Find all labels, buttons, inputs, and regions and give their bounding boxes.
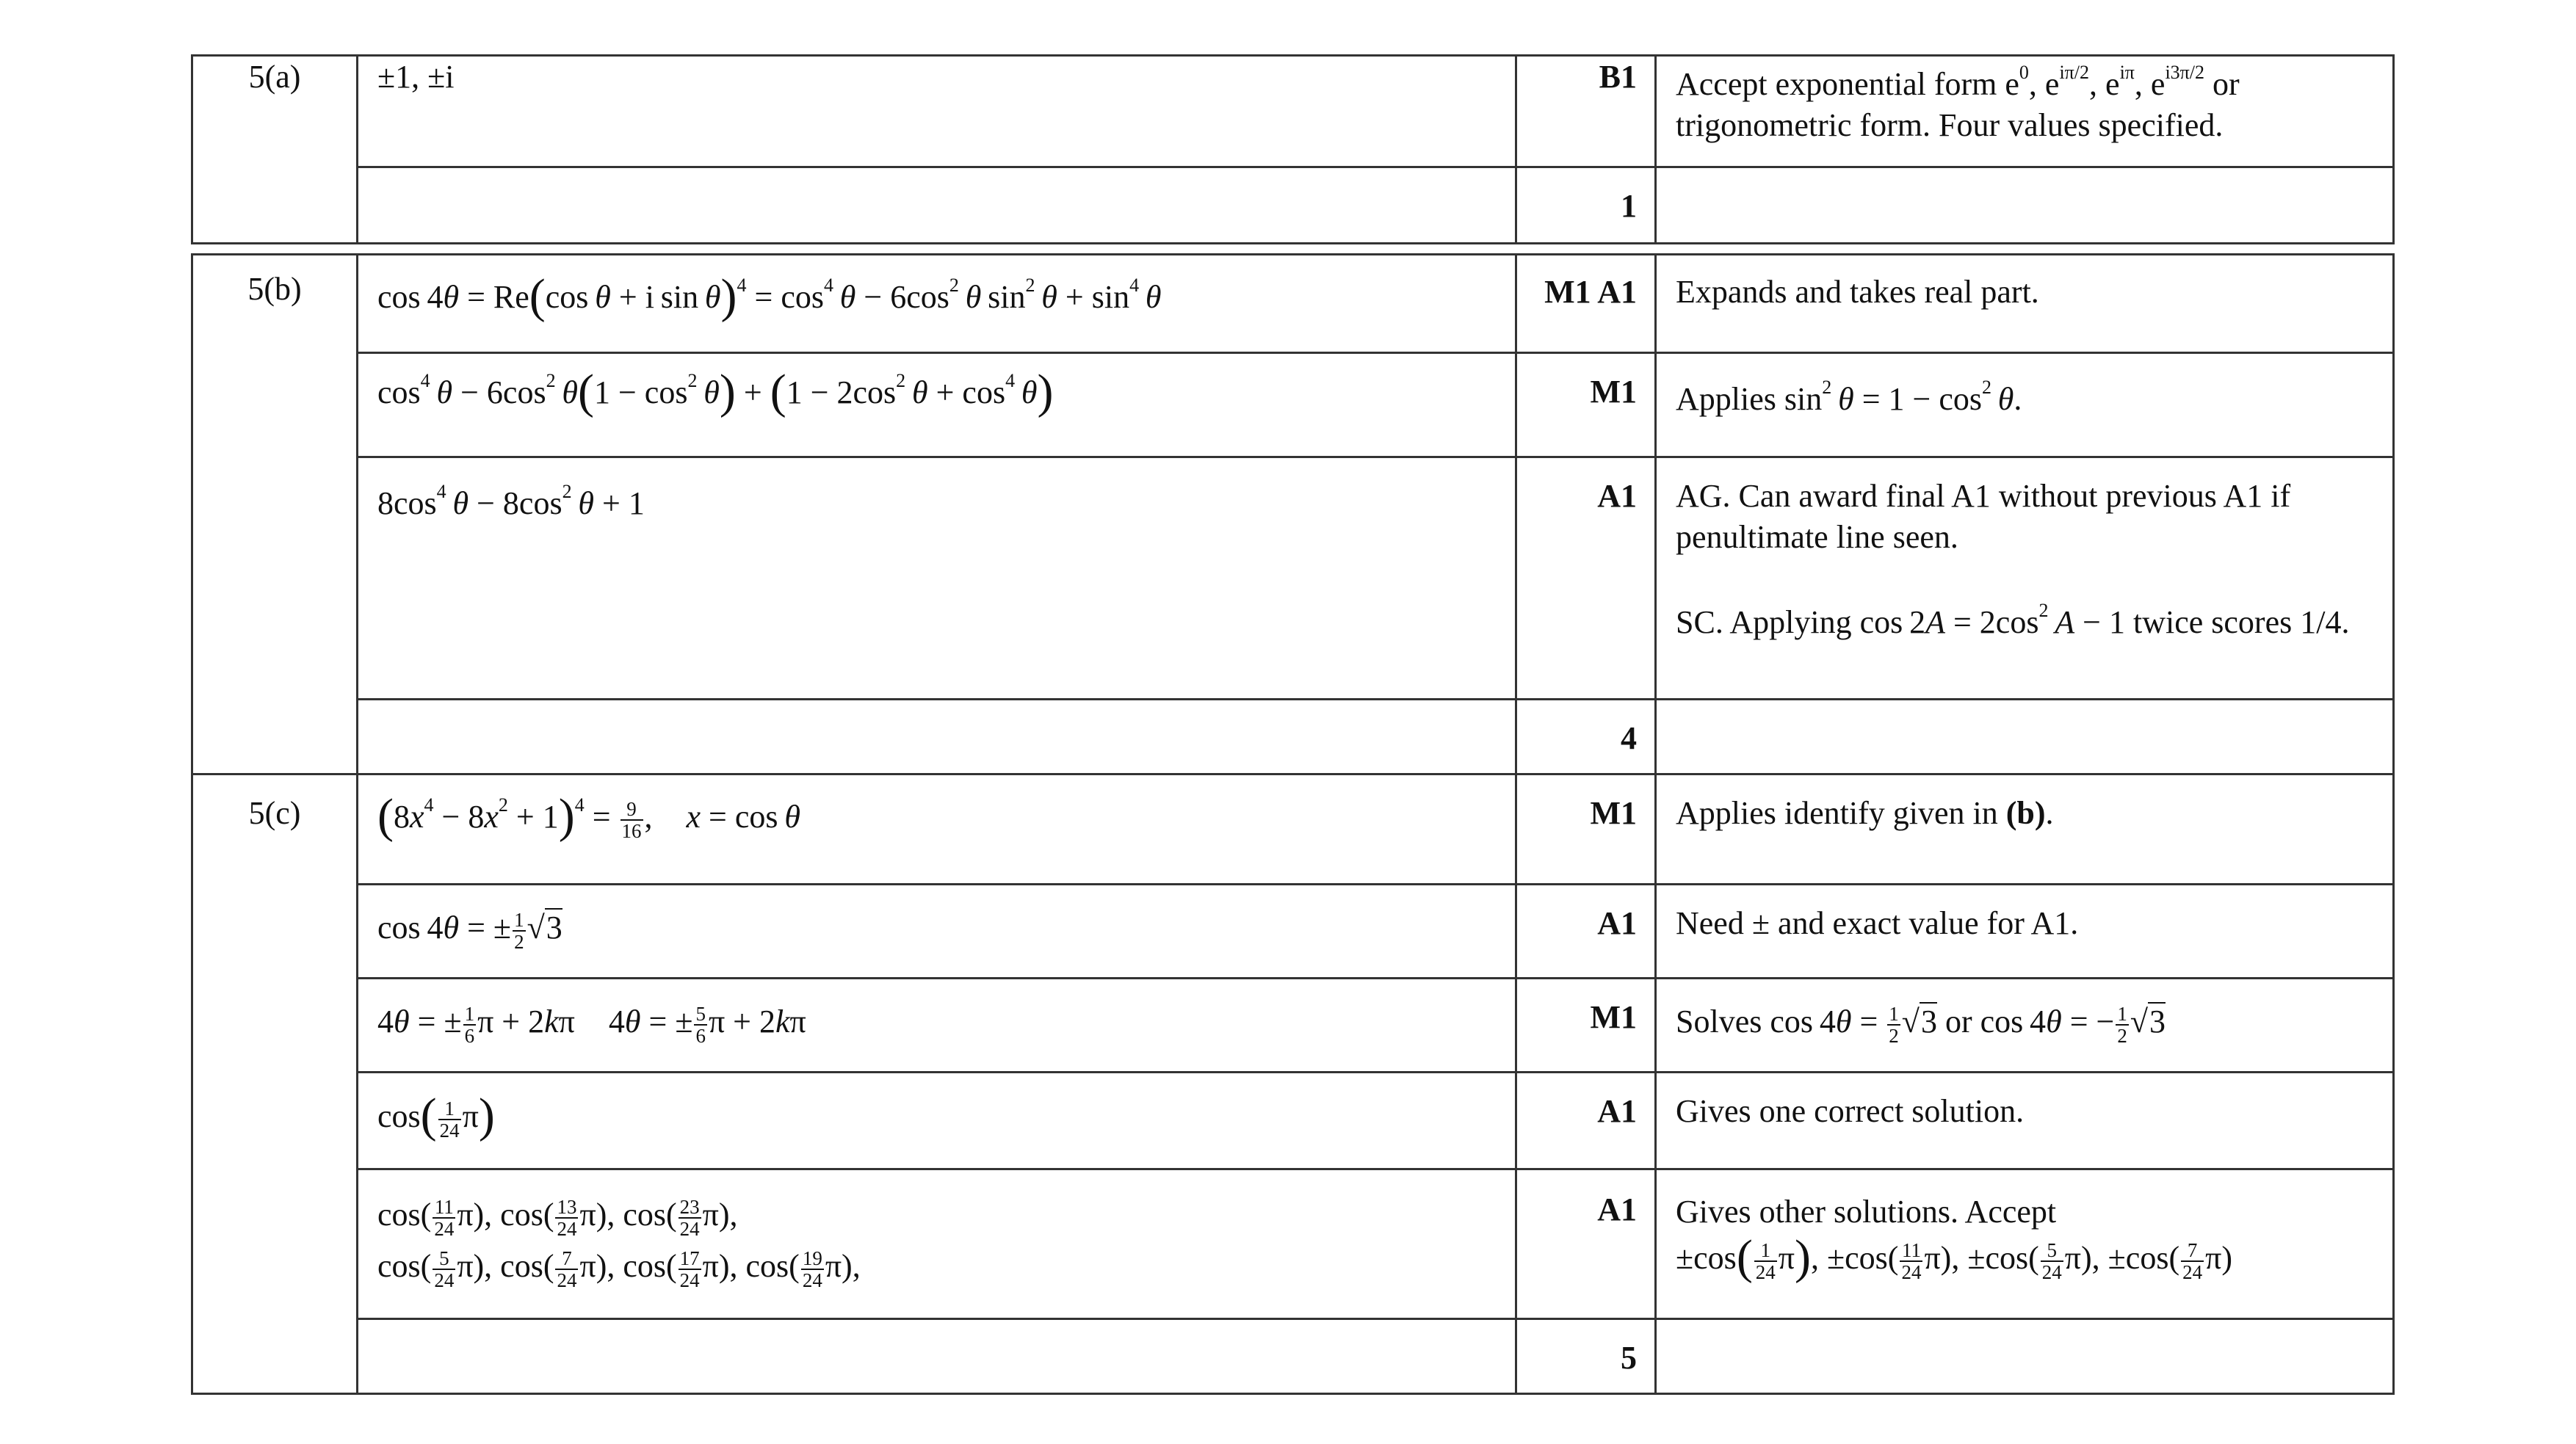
empty-cell — [358, 167, 1516, 244]
math-general-solution: 4θ = ± $\frac{1}{6}$ π + 2kπ 4θ = ± $\frac{5}{6}$ π + 2kπ — [377, 1002, 806, 1047]
empty-cell — [358, 1319, 1516, 1394]
empty-cell — [1656, 167, 2394, 244]
mark-cell: A1 — [1516, 885, 1656, 979]
table-row — [192, 353, 2394, 457]
total-marks: 5 — [1516, 1319, 1656, 1394]
guidance-text: Applies — [1676, 381, 1776, 417]
math-equation: $(8x^4 - 8x^2 + 1)^4$ = $\frac{9}{16}$ , x = cos θ — [377, 789, 800, 843]
question-number: 5(b) — [192, 255, 358, 774]
mark-cell: M1 — [1516, 774, 1656, 885]
answer-cell — [358, 353, 1516, 457]
table-row — [192, 700, 2394, 774]
guidance-cell — [1656, 979, 2394, 1073]
answer-cell — [358, 979, 1516, 1073]
answer-cell — [358, 56, 1516, 167]
math-double-angle: $\cos 2A = 2\cos^2$ A − 1 — [1859, 600, 2125, 640]
guidance-cell: Need ± and exact value for A1. — [1656, 885, 2394, 979]
mark-cell: A1 — [1516, 457, 1656, 700]
guidance-text-part: SC. Applying — [1676, 604, 1852, 640]
guidance-text: Gives other solutions. Accept — [1676, 1194, 2057, 1230]
empty-cell — [1656, 1319, 2394, 1394]
math-expansion: cos 4θ = Re(cos θ + i $\sin \theta)^4 = \cos^4 \theta - 6\cos^2$ θ $\sin^2 \theta + \sin^4 \theta$ — [377, 269, 1162, 323]
mark-cell: A1 — [1516, 1073, 1656, 1169]
answer-cell — [358, 457, 1516, 700]
answer-cell — [358, 1169, 1516, 1319]
math-positive-case: cos 4θ = $\frac{1}{2}$ √3 — [1770, 1002, 1937, 1047]
guidance-text: or trigonometric form. Four values specified. — [1676, 66, 2240, 143]
guidance-cell — [1656, 1169, 2394, 1319]
guidance-cell: Expands and takes real part. — [1656, 255, 2394, 353]
table-row — [192, 979, 2394, 1073]
mark-cell: M1 A1 — [1516, 255, 1656, 353]
guidance-cell — [1656, 457, 2394, 700]
mark-cell: B1 — [1516, 56, 1656, 167]
guidance-cell: Gives one correct solution. — [1656, 1073, 2394, 1169]
answer-cell — [358, 255, 1516, 353]
question-number: 5(c) — [192, 774, 358, 1394]
answer-cell — [358, 774, 1516, 885]
answer-cell — [358, 885, 1516, 979]
mark-cell: M1 — [1516, 353, 1656, 457]
table-row — [192, 255, 2394, 353]
math-negative-case: cos 4θ = − $\frac{1}{2}$ √3 — [1980, 1002, 2166, 1047]
answer-cell — [358, 1073, 1516, 1169]
empty-cell — [358, 700, 1516, 774]
guidance-cell — [1656, 353, 2394, 457]
math-other-solutions-line1: cos( $\frac{11}{24}$ π), cos( $\frac{13}{24}$ π), cos( $\frac{23}{24}$ π), — [377, 1195, 738, 1240]
table-row — [192, 774, 2394, 885]
total-marks: 4 — [1516, 700, 1656, 774]
table-row — [192, 56, 2394, 167]
guidance-text-bold: (b) — [2005, 795, 2046, 831]
math-exponential-forms: $e^0$, $e^{i\pi/2}$, $e^{i\pi}$, $e^{i3\pi/2}$ — [2005, 62, 2205, 102]
table-row — [192, 885, 2394, 979]
table-row — [192, 1319, 2394, 1394]
section-separator — [192, 244, 2394, 255]
table-row — [192, 167, 2394, 244]
total-marks: 1 — [1516, 167, 1656, 244]
math-accepted-forms: ±cos( $\frac{1}{24}$ π), ±cos( $\frac{11}{24}$ π), ±cos( $\frac{5}{24}$ π), ±cos( $\frac{7}{24}$ π) — [1676, 1230, 2232, 1284]
math-one-solution: cos( $\frac{1}{24}$ π) — [377, 1089, 495, 1142]
table-row — [192, 457, 2394, 700]
guidance-text: Accept exponential form — [1676, 66, 1997, 102]
math-substitution: $\cos^4 \theta - 6\cos^2$ $\theta(1 - \cos^2 \theta) + (1 - 2\cos^2$ $\theta + \cos^4 \theta$) — [377, 365, 1054, 418]
empty-cell — [1656, 700, 2394, 774]
mark-cell: A1 — [1516, 1169, 1656, 1319]
table-row — [192, 1073, 2394, 1169]
guidance-cell — [1656, 774, 2394, 885]
math-cos4theta: cos 4θ = ± $\frac{1}{2}$ √3 — [377, 908, 562, 953]
guidance-text: or — [1944, 1004, 1972, 1040]
math-identity: $\sin^2 \theta = 1 - \cos^2 \theta$. — [1784, 377, 2022, 417]
guidance-text: . — [2045, 795, 2054, 831]
mark-scheme-table — [191, 54, 2395, 1395]
mark-cell: M1 — [1516, 979, 1656, 1073]
table-row — [192, 1169, 2394, 1319]
answer-5a: ±1, ±i — [377, 59, 455, 95]
math-result: $8\cos^4$ $\theta - 8\cos^2$ θ + 1 — [377, 481, 645, 521]
guidance-text-part: twice scores 1/4. — [2132, 604, 2350, 640]
guidance-text — [1676, 602, 2378, 643]
guidance-cell — [1656, 56, 2394, 167]
guidance-text: AG. Can award final A1 without previous A1 if penultimate line seen. — [1676, 478, 2291, 555]
guidance-text: Solves — [1676, 1004, 1762, 1040]
math-other-solutions-line2: cos( $\frac{5}{24}$ π), cos( $\frac{7}{24}$ π), cos( $\frac{17}{24}$ π), cos( $\frac{19}{24}$ π), — [377, 1247, 861, 1291]
question-number: 5(a) — [192, 56, 358, 244]
guidance-text: Applies identify given in — [1676, 795, 1998, 831]
